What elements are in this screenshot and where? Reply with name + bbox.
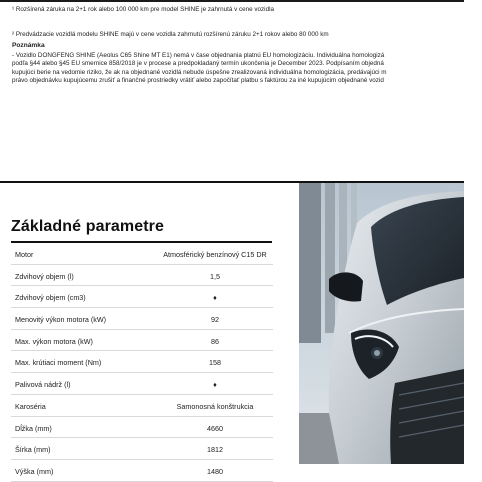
spec-label: Zdvihový objem (cm3) xyxy=(15,293,86,303)
spec-label: Dĺžka (mm) xyxy=(15,423,52,433)
car-photo xyxy=(299,183,464,464)
table-row xyxy=(11,351,273,373)
note-line: podľa §44 alebo §45 EU smernice 858/2018 je v procese a predpokladaný termín ukončenia je December 2023. Podpísaním objedná xyxy=(12,60,384,68)
spec-value: ♦ xyxy=(213,380,217,390)
table-row xyxy=(11,417,273,439)
note-line: právo objednávku kupujúcemu zrušiť a finančné prostriedky vrátiť alebo započítať platbu s faktúrou za iné kupujúcim objednané vozid xyxy=(12,77,384,85)
table-row xyxy=(11,373,273,395)
spec-label: Šírka (mm) xyxy=(15,445,51,455)
spec-label: Výška (mm) xyxy=(15,466,54,476)
table-row xyxy=(11,286,273,308)
spec-label: Max. krútiaci moment (Nm) xyxy=(15,358,102,368)
spec-value: 1812 xyxy=(207,445,223,455)
table-row xyxy=(11,460,273,482)
table-row xyxy=(11,265,273,287)
note-heading: Poznámka xyxy=(12,42,45,49)
spec-value: Samonosná konštrukcia xyxy=(176,401,254,411)
spec-table xyxy=(11,243,273,482)
spec-value: ♦ xyxy=(213,293,217,303)
table-row xyxy=(11,308,273,330)
spec-label: Motor xyxy=(15,250,34,259)
table-row xyxy=(11,243,273,265)
spec-label: Karoséria xyxy=(15,401,46,411)
spec-value: 1480 xyxy=(207,466,223,476)
spec-value: 86 xyxy=(211,336,219,346)
spec-label: Zdvihový objem (l) xyxy=(15,271,74,281)
table-row xyxy=(11,330,273,352)
spec-label: Menovitý výkon motora (kW) xyxy=(15,315,107,325)
note-line: kupujúci berie na vedomie riziko, že ak na objednané vozidlá nebude úspešne zrealizovaná individuálna homologizácia, predávajúci m xyxy=(12,68,387,76)
footnote-demo-vehicles: ² Predvádzacie vozidlá modelu SHINE majú v cene vozidla zahrnutú rozšírenú záruku 2+1 rokov alebo 80 000 km xyxy=(12,31,329,38)
table-row xyxy=(11,395,273,417)
spec-value: 4660 xyxy=(207,423,223,433)
note-line: - Vozidlo DONGFENG SHINE (Aeolus C65 Shine MT E1) nemá v čase objednania platnú EU homologizáciu. Individuálna homologizá xyxy=(12,52,385,59)
spec-value: 158 xyxy=(209,358,221,368)
section-title: Základné parametre xyxy=(11,218,164,235)
car-front-image xyxy=(299,183,464,464)
spec-value: 1,5 xyxy=(210,271,220,281)
footnote-warranty: ¹ Rozšírená záruka na 2+1 rok alebo 100 000 km pre model SHINE je zahrnutá v cene vozidla xyxy=(12,6,274,13)
spec-value: 92 xyxy=(211,315,219,325)
table-row xyxy=(11,438,273,460)
spec-label: Palivová nádrž (l) xyxy=(15,380,71,390)
top-rule xyxy=(0,0,464,2)
note-body xyxy=(12,52,387,86)
spec-value: Atmosférický benzínový C15 DR xyxy=(163,250,267,259)
spec-label: Max. výkon motora (kW) xyxy=(15,336,93,346)
